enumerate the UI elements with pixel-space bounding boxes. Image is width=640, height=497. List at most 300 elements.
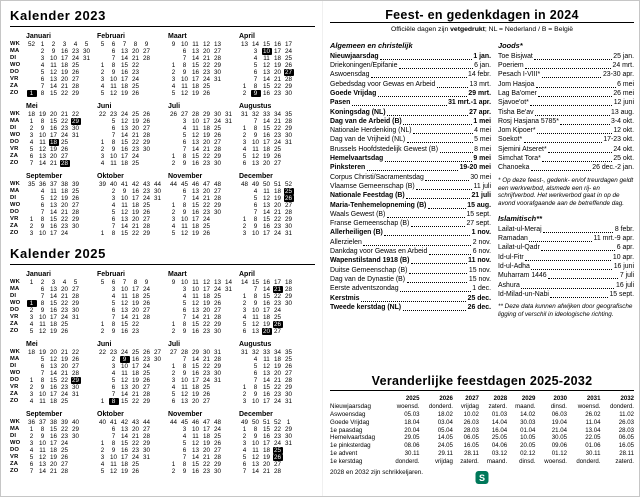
left-page xyxy=(10,8,315,490)
holiday-entry xyxy=(498,253,634,262)
holiday-name: Toe Bisjwat xyxy=(498,52,533,60)
day-row xyxy=(168,62,239,69)
day-number: 14 xyxy=(191,454,199,461)
holiday-cell: 25.05 xyxy=(491,434,508,442)
day-number: 22 xyxy=(131,440,139,447)
day-number: 24 xyxy=(213,118,221,125)
day-number: 5 xyxy=(182,440,187,447)
day-number: 25 xyxy=(60,321,68,328)
day-number: 8 xyxy=(182,202,187,209)
day-number: 27 xyxy=(142,216,150,223)
day-row xyxy=(26,391,97,398)
holiday-entry xyxy=(330,266,491,275)
day-row xyxy=(168,216,239,223)
day-number: 7 xyxy=(111,433,116,440)
day-row xyxy=(26,90,97,97)
day-label: DI xyxy=(10,55,17,61)
day-number: 5 xyxy=(40,195,45,202)
day-number: 8 xyxy=(253,293,258,300)
week-number-row xyxy=(97,419,168,426)
day-number: 7 xyxy=(29,468,34,475)
dotted-leader xyxy=(538,96,611,97)
day-number: 18 xyxy=(49,447,57,454)
dotted-leader xyxy=(407,142,473,143)
day-number: 13 xyxy=(191,139,199,146)
day-number: 6 xyxy=(182,307,187,314)
holiday-day: 26 xyxy=(284,195,292,202)
day-number: 17 xyxy=(191,377,199,384)
day-number: 4 xyxy=(242,447,247,454)
day-label: ZA xyxy=(10,391,19,397)
day-number: 20 xyxy=(60,286,68,293)
day-number: 25 xyxy=(142,293,150,300)
holiday-name: Koningsdag (NL) xyxy=(330,108,386,116)
day-row xyxy=(168,293,239,300)
holiday-date: 13 aug. xyxy=(611,108,634,116)
day-number: 7 xyxy=(253,377,258,384)
holiday-entry xyxy=(498,108,634,117)
dotted-leader xyxy=(363,245,471,246)
day-number: 15 xyxy=(49,377,57,384)
day-row xyxy=(168,69,239,76)
holiday-date: 21 juli xyxy=(471,192,491,200)
day-number: 11 xyxy=(110,160,117,167)
holiday-date: 11 nov. xyxy=(468,257,491,265)
day-number: 11 xyxy=(192,293,199,300)
holiday-cell: 29.05 xyxy=(404,434,420,442)
day-number: 17 xyxy=(49,391,57,398)
day-number: 5 xyxy=(40,356,45,363)
week-number: 47 xyxy=(202,181,210,188)
day-label: DO xyxy=(10,447,20,453)
holiday-day: 9 xyxy=(251,90,261,97)
week-number: 51 xyxy=(262,419,270,426)
day-number: 8 xyxy=(253,384,258,391)
day-number: 11 xyxy=(121,293,128,300)
day-number: 31 xyxy=(153,195,161,202)
holiday-cell: zaterd. xyxy=(615,457,634,465)
holiday-entry xyxy=(498,98,634,107)
week-number: 13 xyxy=(213,41,221,48)
day-number: 6 xyxy=(40,363,45,370)
week-number: 41 xyxy=(120,181,128,188)
day-row xyxy=(239,447,310,454)
day-number: 26 xyxy=(131,90,139,97)
day-number: 26 xyxy=(142,377,150,384)
day-number: 13 xyxy=(38,461,46,468)
holiday-entry xyxy=(498,136,634,145)
day-number: 8 xyxy=(182,153,187,160)
day-number: 27 xyxy=(142,125,150,132)
day-number: 28 xyxy=(71,209,79,216)
week-number: 47 xyxy=(202,419,210,426)
day-number: 11 xyxy=(263,188,270,195)
holiday-row-label: 1e paasdag xyxy=(330,426,363,434)
dotted-leader xyxy=(378,96,467,97)
day-label-column xyxy=(10,32,26,97)
day-number: 1 xyxy=(242,125,247,132)
year-block xyxy=(10,246,315,475)
dotted-leader xyxy=(542,161,612,162)
day-number: 21 xyxy=(202,454,210,461)
day-number: 15 xyxy=(262,83,270,90)
day-number: 13 xyxy=(191,307,199,314)
holiday-entry xyxy=(498,262,634,271)
month-name: Januari xyxy=(26,271,51,278)
week-number: 23 xyxy=(109,111,117,118)
holiday-date: 24 okt. xyxy=(613,145,634,153)
holiday-date: 26 dec. xyxy=(467,303,491,311)
day-number: 10 xyxy=(120,286,128,293)
day-number: 19 xyxy=(202,300,210,307)
day-number: 5 xyxy=(100,468,105,475)
week-number: 35 xyxy=(27,181,35,188)
day-number: 4 xyxy=(100,160,105,167)
day-number: 27 xyxy=(71,286,79,293)
day-number: 12 xyxy=(180,230,188,237)
day-number: 21 xyxy=(131,314,139,321)
day-number: 12 xyxy=(251,321,259,328)
day-number: 25 xyxy=(131,160,139,167)
day-number: 13 xyxy=(120,125,128,132)
month-name: Juni xyxy=(97,103,112,110)
holiday-name: Maria-Tenhemelopneming (B) xyxy=(330,201,427,209)
day-number: 21 xyxy=(202,356,210,363)
day-label: WO xyxy=(10,370,21,376)
day-number: 7 xyxy=(253,118,258,125)
day-row xyxy=(26,55,97,62)
day-number: 13 xyxy=(38,153,46,160)
holiday-date: 24 mrt. xyxy=(612,62,634,70)
holiday-cell: zaterd. xyxy=(460,457,479,465)
day-number: 20 xyxy=(131,426,139,433)
day-number: 24 xyxy=(131,76,139,83)
year-header: 2027 xyxy=(465,395,479,403)
day-number: 29 xyxy=(284,426,292,433)
islamic-heading: Islamitisch** xyxy=(498,214,542,224)
day-number: 13 xyxy=(251,328,259,335)
day-number: 24 xyxy=(142,286,150,293)
day-number: 15 xyxy=(262,216,270,223)
day-number: 15 xyxy=(191,202,199,209)
day-number: 18 xyxy=(191,83,199,90)
holiday-entry xyxy=(498,272,634,281)
label-spacer xyxy=(10,410,26,419)
day-number: 14 xyxy=(120,391,128,398)
week-number: 14 xyxy=(251,41,259,48)
day-number: 30 xyxy=(71,384,79,391)
day-number: 27 xyxy=(273,328,281,335)
day-label: ZO xyxy=(10,468,19,474)
day-number: 19 xyxy=(49,328,57,335)
dotted-leader xyxy=(361,301,466,302)
day-number: 16 xyxy=(131,188,139,195)
day-number: 8 xyxy=(253,426,258,433)
dotted-leader xyxy=(367,170,458,171)
day-number: 18 xyxy=(131,202,139,209)
dotted-leader xyxy=(543,232,613,233)
day-label: WO xyxy=(10,202,21,208)
dotted-leader xyxy=(531,269,612,270)
day-number: 23 xyxy=(202,370,210,377)
day-label: VR xyxy=(10,314,19,320)
day-row xyxy=(26,62,97,69)
month-column xyxy=(26,172,97,237)
holiday-entry xyxy=(330,275,491,284)
holiday-date: 23-30 apr. xyxy=(602,71,634,79)
day-row xyxy=(26,447,97,454)
year-title-rule xyxy=(10,26,315,27)
day-number: 20 xyxy=(273,370,281,377)
day-number: 16 xyxy=(191,328,199,335)
day-number: 24 xyxy=(213,426,221,433)
week-number: 51 xyxy=(273,181,281,188)
week-number: 48 xyxy=(213,419,221,426)
day-row xyxy=(97,139,168,146)
table-row xyxy=(330,426,634,434)
holiday-entry xyxy=(330,182,491,191)
day-number: 12 xyxy=(262,195,270,202)
day-row xyxy=(239,461,310,468)
day-number: 22 xyxy=(60,300,68,307)
month-column xyxy=(239,340,310,405)
day-number: 21 xyxy=(60,209,68,216)
day-label: DI xyxy=(10,433,17,439)
day-row xyxy=(239,202,310,209)
month-column xyxy=(97,410,168,475)
day-row xyxy=(97,433,168,440)
day-number: 22 xyxy=(273,293,281,300)
holiday-entry xyxy=(498,281,634,290)
day-number: 2 xyxy=(100,69,105,76)
subtitle-suffix: ; NL = Nederland / B = België xyxy=(484,26,574,33)
day-number: 13 xyxy=(120,216,128,223)
holiday-cell: 05.04 xyxy=(437,426,453,434)
month-name: Januari xyxy=(26,33,51,40)
week-number: 13 xyxy=(240,41,248,48)
day-number: 28 xyxy=(284,209,292,216)
week-number: 18 xyxy=(27,111,35,118)
day-number: 5 xyxy=(29,328,34,335)
day-number: 16 xyxy=(49,384,57,391)
holiday-date: 19-20 mei xyxy=(459,164,491,172)
day-number: 24 xyxy=(142,195,150,202)
day-number: 28 xyxy=(213,454,221,461)
day-row xyxy=(168,398,239,405)
holiday-day: 26 xyxy=(273,321,281,328)
week-number: 2 xyxy=(40,279,45,286)
day-number: 15 xyxy=(262,125,270,132)
day-number: 2 xyxy=(111,188,116,195)
year-block xyxy=(10,8,315,237)
holiday-name: Pesach I-VIII* xyxy=(498,71,541,79)
day-number: 2 xyxy=(100,328,105,335)
holiday-date: 11 mrt.-9 apr. xyxy=(593,235,634,243)
day-number: 10 xyxy=(251,398,259,405)
day-number: 19 xyxy=(273,195,281,202)
day-number: 21 xyxy=(273,118,281,125)
holiday-day: 8 xyxy=(109,398,119,405)
day-number: 9 xyxy=(182,328,187,335)
day-row xyxy=(168,461,239,468)
week-number: 12 xyxy=(202,41,210,48)
day-number: 6 xyxy=(253,69,258,76)
day-number: 16 xyxy=(262,90,270,97)
day-number: 2 xyxy=(111,356,116,363)
holiday-date: 6 mei xyxy=(617,80,634,88)
day-number: 12 xyxy=(109,468,117,475)
holiday-entry xyxy=(330,173,491,182)
day-number: 23 xyxy=(273,132,281,139)
day-number: 30 xyxy=(82,48,90,55)
day-number: 12 xyxy=(191,132,199,139)
day-number: 14 xyxy=(262,377,270,384)
day-number: 5 xyxy=(171,230,176,237)
day-number: 17 xyxy=(262,398,270,405)
day-row xyxy=(168,125,239,132)
day-number: 21 xyxy=(49,468,57,475)
day-number: 4 xyxy=(40,62,45,69)
week-number-row xyxy=(97,41,168,48)
label-spacer xyxy=(10,32,26,41)
day-number: 12 xyxy=(180,90,188,97)
day-number: 16 xyxy=(120,328,128,335)
day-number: 24 xyxy=(273,440,281,447)
day-number: 6 xyxy=(253,370,258,377)
holiday-name: Duitse Gemeenschap (B) xyxy=(330,266,408,274)
label-spacer xyxy=(10,102,26,111)
day-number: 30 xyxy=(153,356,161,363)
day-number: 5 xyxy=(253,363,258,370)
day-number: 1 xyxy=(242,426,247,433)
week-number: 1 xyxy=(29,279,34,286)
holiday-day: 9 xyxy=(120,356,130,363)
day-number: 25 xyxy=(202,384,210,391)
holidays-title: Feest- en gedenkdagen in 2024 xyxy=(385,8,579,22)
week-number: 32 xyxy=(251,349,259,356)
day-number: 7 xyxy=(40,83,45,90)
day-row xyxy=(26,146,97,153)
day-number: 4 xyxy=(111,293,116,300)
day-number: 21 xyxy=(273,209,281,216)
year-title: Kalender 2023 xyxy=(10,8,106,23)
holiday-entry xyxy=(330,108,491,117)
week-number: 9 xyxy=(144,41,149,48)
holiday-entry xyxy=(498,80,634,89)
day-number: 7 xyxy=(111,132,116,139)
day-row xyxy=(239,216,310,223)
day-row xyxy=(97,230,168,237)
month-name: Juni xyxy=(97,341,112,348)
day-number: 28 xyxy=(284,286,292,293)
day-number: 21 xyxy=(273,76,281,83)
day-row xyxy=(26,153,97,160)
day-number: 26 xyxy=(71,356,79,363)
day-row xyxy=(239,328,310,335)
day-row xyxy=(239,69,310,76)
day-number: 16 xyxy=(120,447,128,454)
table-row xyxy=(330,442,634,450)
day-number: 10 xyxy=(109,454,117,461)
holiday-cell: 01.12 xyxy=(551,449,567,457)
holiday-entry xyxy=(330,52,491,61)
day-label: ZA xyxy=(10,321,19,327)
day-number: 26 xyxy=(202,230,210,237)
day-number: 20 xyxy=(262,461,270,468)
holiday-name: Rosj Hasjana 5785* xyxy=(498,117,559,125)
day-label-column xyxy=(10,410,26,475)
day-number: 16 xyxy=(131,356,139,363)
day-number: 29 xyxy=(71,426,79,433)
day-number: 15 xyxy=(120,398,128,405)
day-number: 10 xyxy=(251,307,259,314)
day-number: 1 xyxy=(100,62,105,69)
dotted-leader xyxy=(406,198,470,199)
holiday-day: 1 xyxy=(27,300,37,307)
day-number: 27 xyxy=(71,363,79,370)
day-row xyxy=(239,426,310,433)
day-number: 18 xyxy=(131,293,139,300)
day-label-column xyxy=(10,102,26,167)
holiday-name: Nationale Herdenking (NL) xyxy=(330,127,412,135)
day-number: 14 xyxy=(38,160,46,167)
month-name: Juli xyxy=(168,341,181,348)
day-row xyxy=(239,391,310,398)
day-number: 11 xyxy=(50,62,57,69)
holiday-cell: maand. xyxy=(486,457,508,465)
day-number: 22 xyxy=(202,461,210,468)
day-number: 12 xyxy=(120,118,128,125)
day-number: 27 xyxy=(284,370,292,377)
holiday-date: 30 mei xyxy=(470,173,491,181)
day-row xyxy=(97,216,168,223)
day-number: 16 xyxy=(49,125,57,132)
day-number: 6 xyxy=(253,202,258,209)
holiday-date: 7 juli xyxy=(619,272,634,280)
day-number: 30 xyxy=(71,307,79,314)
day-row xyxy=(168,223,239,230)
week-number: 27 xyxy=(180,111,188,118)
month-column xyxy=(97,102,168,167)
holiday-cell: vrijdag xyxy=(460,403,479,411)
week-number: 28 xyxy=(191,111,199,118)
week-number: 39 xyxy=(71,181,79,188)
day-row xyxy=(239,76,310,83)
day-number: 9 xyxy=(40,125,45,132)
holiday-name: Ramadan xyxy=(498,235,528,243)
day-number: 28 xyxy=(142,391,150,398)
week-number-row xyxy=(168,279,239,286)
day-number: 30 xyxy=(213,69,221,76)
day-label: WO xyxy=(10,62,21,68)
day-row xyxy=(97,286,168,293)
day-number: 18 xyxy=(120,461,128,468)
day-number: 23 xyxy=(71,48,79,55)
week-number: 10 xyxy=(180,41,188,48)
holiday-name: Franse Gemeenschap (B) xyxy=(330,220,410,228)
month-name: Augustus xyxy=(239,103,272,110)
label-spacer xyxy=(10,270,26,279)
holiday-name: Chanoeka xyxy=(498,164,530,172)
day-number: 2 xyxy=(29,125,34,132)
day-label-column xyxy=(10,270,26,335)
day-number: 18 xyxy=(202,125,210,132)
day-number: 16 xyxy=(191,160,199,167)
day-number: 9 xyxy=(253,223,258,230)
week-number: 49 xyxy=(240,419,248,426)
christian-list xyxy=(330,52,491,312)
holiday-date: 15 nov. xyxy=(468,275,491,283)
